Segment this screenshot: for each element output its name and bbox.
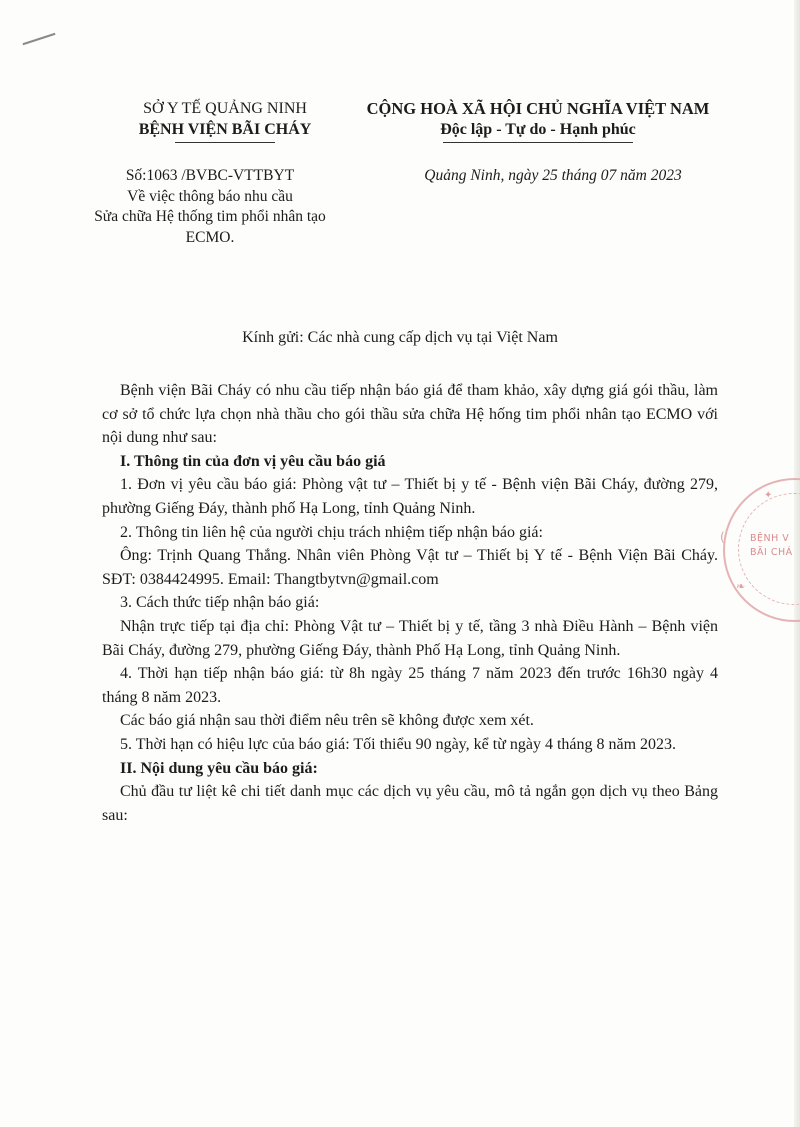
national-title: CỘNG HOÀ XÃ HỘI CHỦ NGHĨA VIỆT NAM	[366, 99, 710, 118]
item-4-note: Các báo giá nhận sau thời điểm nêu trên sẽ không được xem xét.	[120, 712, 534, 730]
item-3: 3. Cách thức tiếp nhận báo giá:	[120, 594, 320, 612]
issuer-underline	[175, 142, 275, 143]
intro-paragraph: Bệnh viện Bãi Cháy có nhu cầu tiếp nhận báo giá để tham khảo, xây dựng giá gói thầu, làm cơ sở tổ chức lựa chọn nhà thầu cho gói thầu sửa chữa Hệ hống tim phổi nhân tạo ECMO với nội dung như sau:	[102, 382, 718, 447]
stamp-line-2: BÃI CHÁ	[750, 547, 793, 558]
salutation: Kính gửi: Các nhà cung cấp dịch vụ tại Việt Nam	[242, 329, 558, 346]
document-subject-1: Về việc thông báo nhu cầu	[127, 187, 293, 205]
document-body	[102, 379, 718, 827]
document-number: Số:1063 /BVBC-VTTBYT	[125, 167, 295, 184]
stamp-flourish-icon: ❧	[736, 580, 746, 593]
item-4: 4. Thời hạn tiếp nhận báo giá: từ 8h ngày 25 tháng 7 năm 2023 đến trước 16h30 ngày 4 tháng 8 năm 2023.	[102, 665, 718, 706]
item-5: 5. Thời hạn có hiệu lực của báo giá: Tối thiểu 90 ngày, kể từ ngày 4 tháng 8 năm 2023.	[120, 735, 677, 753]
item-2: 2. Thông tin liên hệ của người chịu trách nhiệm tiếp nhận báo giá:	[120, 523, 543, 541]
stamp-mark-icon: (	[720, 530, 725, 544]
issuer-department: SỞ Y TẾ QUẢNG NINH	[143, 100, 307, 117]
place-date: Quảng Ninh, ngày 25 tháng 07 năm 2023	[424, 167, 682, 184]
section-2-title: II. Nội dung yêu cầu báo giá:	[120, 759, 318, 777]
stamp-text	[750, 532, 793, 560]
item-3-detail: Nhận trực tiếp tại địa chỉ: Phòng Vật tư – Thiết bị y tế, tầng 3 nhà Điều Hành – Bệnh viện Bãi Cháy, đường 279, phường Giếng Đáy, thành Phố Hạ Long, tỉnh Quảng Ninh.	[102, 617, 718, 659]
section-1-title: I. Thông tin của đơn vị yêu cầu báo giá	[120, 452, 386, 470]
national-header	[352, 98, 724, 143]
issuer-hospital: BỆNH VIỆN BÃI CHÁY	[138, 121, 312, 138]
document-subject-2: Sửa chữa Hệ thống tim phổi nhân tạo	[94, 208, 326, 225]
stamp-star-icon: ✦	[764, 490, 773, 501]
section-2-text: Chủ đầu tư liệt kê chi tiết danh mục các dịch vụ yêu cầu, mô tả ngắn gọn dịch vụ theo Bảng sau:	[102, 783, 718, 824]
national-motto: Độc lập - Tự do - Hạnh phúc	[440, 121, 636, 138]
stamp-line-1: BỆNH V	[750, 533, 790, 544]
scan-mark	[23, 33, 56, 45]
item-2-detail: Ông: Trịnh Quang Thắng. Nhân viên Phòng Vật tư – Thiết bị Y tế - Bệnh Viện Bãi Cháy. SĐT: 0384424995. Email: Thangtbytvn@gmail.com	[102, 547, 718, 588]
issuer-header	[90, 98, 360, 143]
document-subject-3: ECMO.	[185, 228, 235, 246]
document-reference	[60, 166, 360, 248]
motto-underline	[443, 142, 633, 143]
item-1: 1. Đơn vị yêu cầu báo giá: Phòng vật tư – Thiết bị y tế - Bệnh viện Bãi Cháy, đường 279, phường Giếng Đáy, thành phố Hạ Long, tỉnh Quảng Ninh.	[102, 476, 718, 517]
